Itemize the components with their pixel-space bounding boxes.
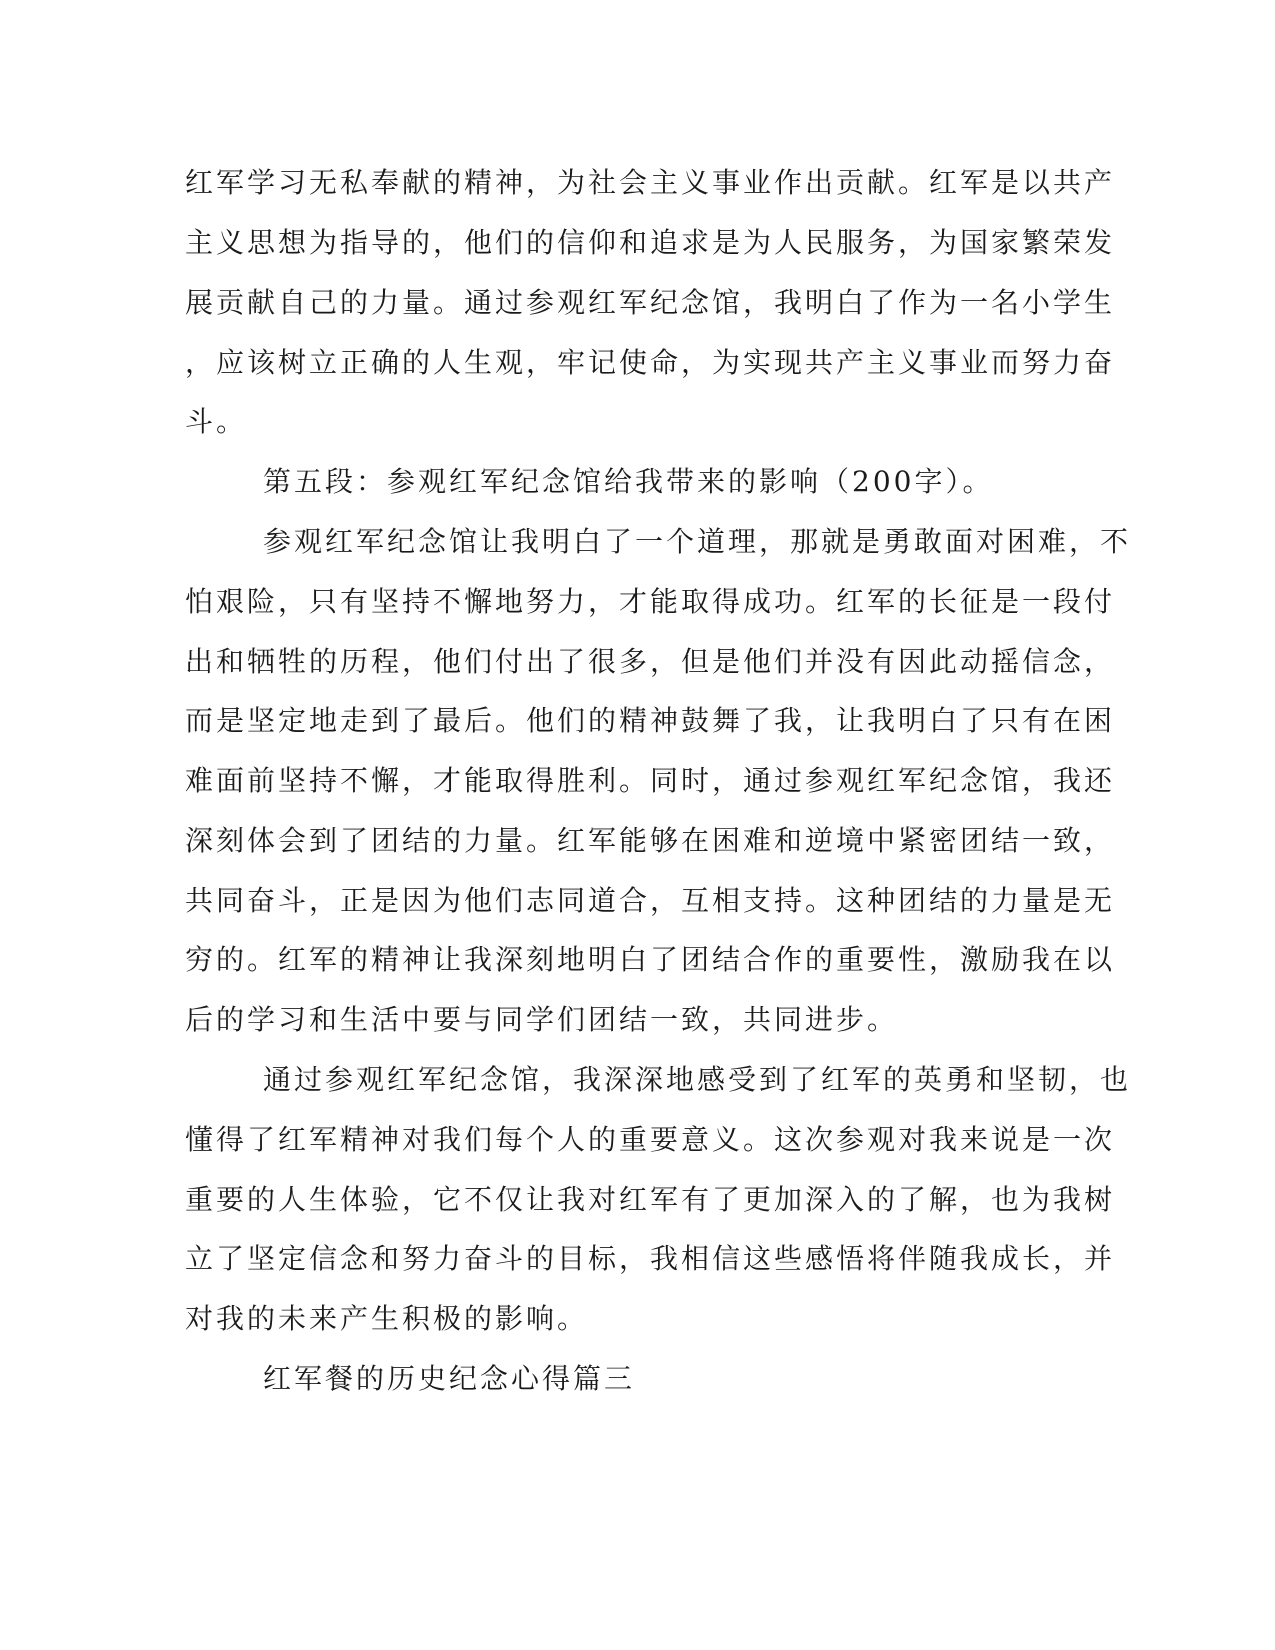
text-line: 红军学习无私奉献的精神，为社会主义事业作出贡献。红军是以共产 xyxy=(185,166,1116,199)
text-line: 对我的未来产生积极的影响。 xyxy=(185,1302,589,1335)
text-line: 共同奋斗，正是因为他们志同道合，互相支持。这种团结的力量是无 xyxy=(185,884,1116,917)
section-heading: 第五段：参观红军纪念馆给我带来的影响（200字）。 xyxy=(263,465,994,498)
text-line: 怕艰险，只有坚持不懈地努力，才能取得成功。红军的长征是一段付 xyxy=(185,585,1116,618)
text-line: 斗。 xyxy=(185,405,248,438)
text-line: 参观红军纪念馆让我明白了一个道理，那就是勇敢面对困难，不 xyxy=(263,525,1132,558)
text-line: 深刻体会到了团结的力量。红军能够在困难和逆境中紧密团结一致， xyxy=(185,824,1116,857)
text-line: ，应该树立正确的人生观，牢记使命，为实现共产主义事业而努力奋 xyxy=(185,346,1116,379)
text-line: 懂得了红军精神对我们每个人的重要意义。这次参观对我来说是一次 xyxy=(185,1123,1116,1156)
text-line: 重要的人生体验，它不仅让我对红军有了更加深入的了解，也为我树 xyxy=(185,1183,1116,1216)
text-line: 难面前坚持不懈，才能取得胜利。同时，通过参观红军纪念馆，我还 xyxy=(185,764,1116,797)
text-line: 出和牺牲的历程，他们付出了很多，但是他们并没有因此动摇信念， xyxy=(185,645,1116,678)
text-line: 而是坚定地走到了最后。他们的精神鼓舞了我，让我明白了只有在困 xyxy=(185,704,1116,737)
text-line: 穷的。红军的精神让我深刻地明白了团结合作的重要性，激励我在以 xyxy=(185,943,1116,976)
text-line: 主义思想为指导的，他们的信仰和追求是为人民服务，为国家繁荣发 xyxy=(185,226,1116,259)
text-line: 通过参观红军纪念馆，我深深地感受到了红军的英勇和坚韧，也 xyxy=(263,1063,1132,1096)
text-line: 后的学习和生活中要与同学们团结一致，共同进步。 xyxy=(185,1003,899,1036)
text-line: 展贡献自己的力量。通过参观红军纪念馆，我明白了作为一名小学生 xyxy=(185,286,1116,319)
text-line: 立了坚定信念和努力奋斗的目标，我相信这些感悟将伴随我成长，并 xyxy=(185,1242,1116,1275)
section-title: 红军餐的历史纪念心得篇三 xyxy=(263,1362,636,1395)
